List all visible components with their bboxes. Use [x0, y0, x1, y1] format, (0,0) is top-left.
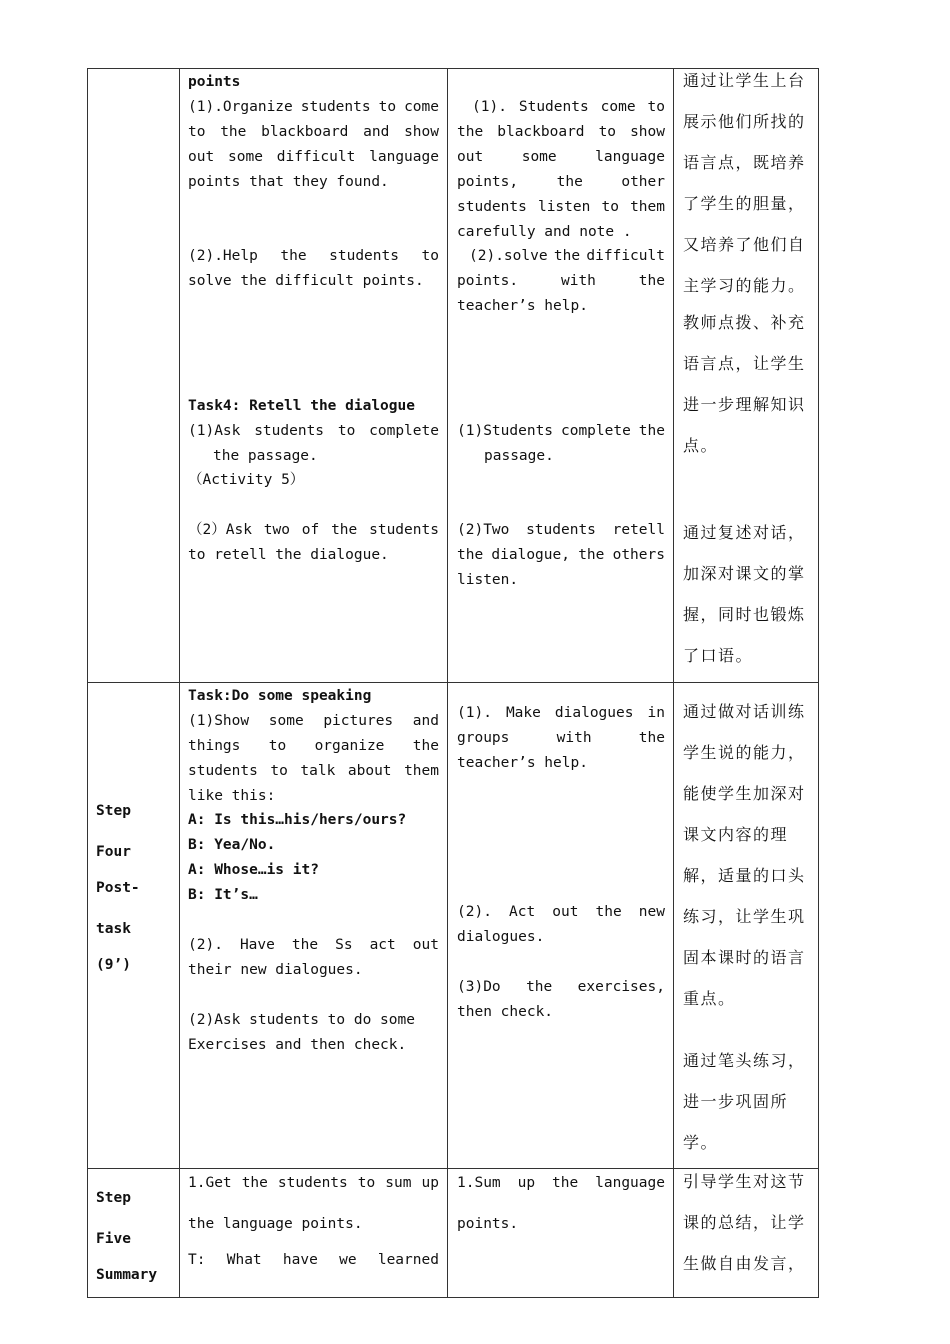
step-four-label: Post- [96, 880, 140, 896]
step-four-label: task [96, 921, 131, 937]
points-heading: points [188, 74, 241, 90]
student-exercise-line: then check. [457, 1004, 554, 1020]
student-speaking-step-2-line: dialogues. [457, 929, 545, 945]
summary-teacher-line: the language points. [188, 1216, 363, 1232]
student-task4-step-2-line: listen. [457, 572, 519, 588]
exercise-intent-note: 通过笔头练习， 进一步巩固所 学。 [683, 1051, 806, 1152]
speaking-step-2-line: (2). Have the Ss act out [188, 937, 439, 953]
exercise-step-line: (2)Ask students to do some [188, 1012, 415, 1028]
table-right-border [818, 68, 819, 1298]
step-four-label: Four [96, 844, 131, 860]
speaking-intent-note: 通过做对话训练 学生说的能力， 能使学生加深对 课文内容的理 解，适量的口头 练习，让学生巩 固本课时的语言 重点。 [683, 702, 806, 1008]
speaking-step-1-line: things to organize the [188, 738, 439, 754]
summary-student-line: points. [457, 1216, 519, 1232]
student-step-1-line: (1). Students come to [472, 99, 665, 115]
student-exercise-line: (3)Do the exercises, [457, 979, 665, 995]
task4-step-1-line: （Activity 5） [188, 472, 305, 488]
summary-teacher-line: 1.Get the students to sum up [188, 1175, 439, 1191]
column-divider-1 [179, 68, 180, 1298]
student-step-1-line: points, the other [457, 174, 665, 190]
student-task4-step-2-line: the dialogue, the others [457, 547, 665, 563]
student-step-2-line: (2).solve the difficult [469, 248, 665, 264]
task4-heading: Task4: Retell the dialogue [188, 398, 415, 414]
student-task4-step-1-line: passage. [484, 448, 554, 464]
task4-step-2-line: （2）Ask two of the students [188, 522, 439, 538]
column-divider-3 [673, 68, 674, 1298]
teacher-step-2-line: (2).Help the students to [188, 248, 439, 264]
teacher-step-1-line: to the blackboard and show [188, 124, 439, 140]
student-speaking-step-1-line: groups with the [457, 730, 665, 746]
student-step-2-line: teacher’s help. [457, 298, 588, 314]
teacher-step-1-line: out some difficult language [188, 149, 439, 165]
sample-dialog-line: B: Yea/No. [188, 837, 276, 853]
step-four-time: (9’) [96, 957, 131, 973]
step-five-label: Summary [96, 1267, 158, 1283]
speaking-step-1-line: students to talk about them [188, 763, 439, 779]
speaking-step-1-line: like this: [188, 788, 276, 804]
student-speaking-step-2-line: (2). Act out the new [457, 904, 665, 920]
teacher-step-1-line: points that they found. [188, 174, 389, 190]
student-step-2-line: points. with the [457, 273, 665, 289]
sample-dialog-line: B: It’s… [188, 887, 258, 903]
design-intent-note-2: 教师点拨、补充 语言点，让学生 进一步理解知识 点。 [683, 313, 806, 455]
table-bottom-border [87, 1297, 819, 1298]
sample-dialog-line: A: Is this…his/hers/ours? [188, 812, 407, 828]
student-step-1-line: the blackboard to show [457, 124, 665, 140]
step-five-label: Five [96, 1231, 131, 1247]
student-step-1-line: carefully and note . [457, 224, 632, 240]
summary-teacher-line: T: What have we learned [188, 1252, 439, 1268]
speaking-step-2-line: their new dialogues. [188, 962, 363, 978]
task4-step-1-line: the passage. [213, 448, 318, 464]
row-divider-1 [87, 682, 819, 683]
summary-intent-note: 引导学生对这节 课的总结，让学 生做自由发言， [683, 1172, 806, 1273]
summary-student-line: 1.Sum up the language [457, 1175, 665, 1191]
teacher-step-2-line: solve the difficult points. [188, 273, 424, 289]
teacher-step-1-line: (1).Organize students to come [188, 99, 439, 115]
exercise-step-line: Exercises and then check. [188, 1037, 407, 1053]
table-left-border [87, 68, 88, 1298]
speaking-step-1-line: (1)Show some pictures and [188, 713, 439, 729]
student-task4-step-2-line: (2)Two students retell [457, 522, 665, 538]
student-step-1-line: out some language [457, 149, 665, 165]
step-four-label: Step [96, 803, 131, 819]
student-task4-step-1-line: (1)Students complete the [457, 423, 665, 439]
column-divider-2 [447, 68, 448, 1298]
design-intent-note-3: 通过复述对话， 加深对课文的掌 握，同时也锻炼 了口语。 [683, 523, 806, 665]
task4-step-2-line: to retell the dialogue. [188, 547, 389, 563]
student-speaking-step-1-line: (1). Make dialogues in [457, 705, 665, 721]
task4-step-1-line: (1)Ask students to complete [188, 423, 439, 439]
speaking-task-heading: Task:Do some speaking [188, 688, 372, 704]
design-intent-note-1: 通过让学生上台 展示他们所找的 语言点，既培养 了学生的胆量， 又培养了他们自 主学习的能力。 [683, 71, 806, 295]
step-five-label: Step [96, 1190, 131, 1206]
sample-dialog-line: A: Whose…is it? [188, 862, 319, 878]
student-step-1-line: students listen to them [457, 199, 665, 215]
student-speaking-step-1-line: teacher’s help. [457, 755, 588, 771]
